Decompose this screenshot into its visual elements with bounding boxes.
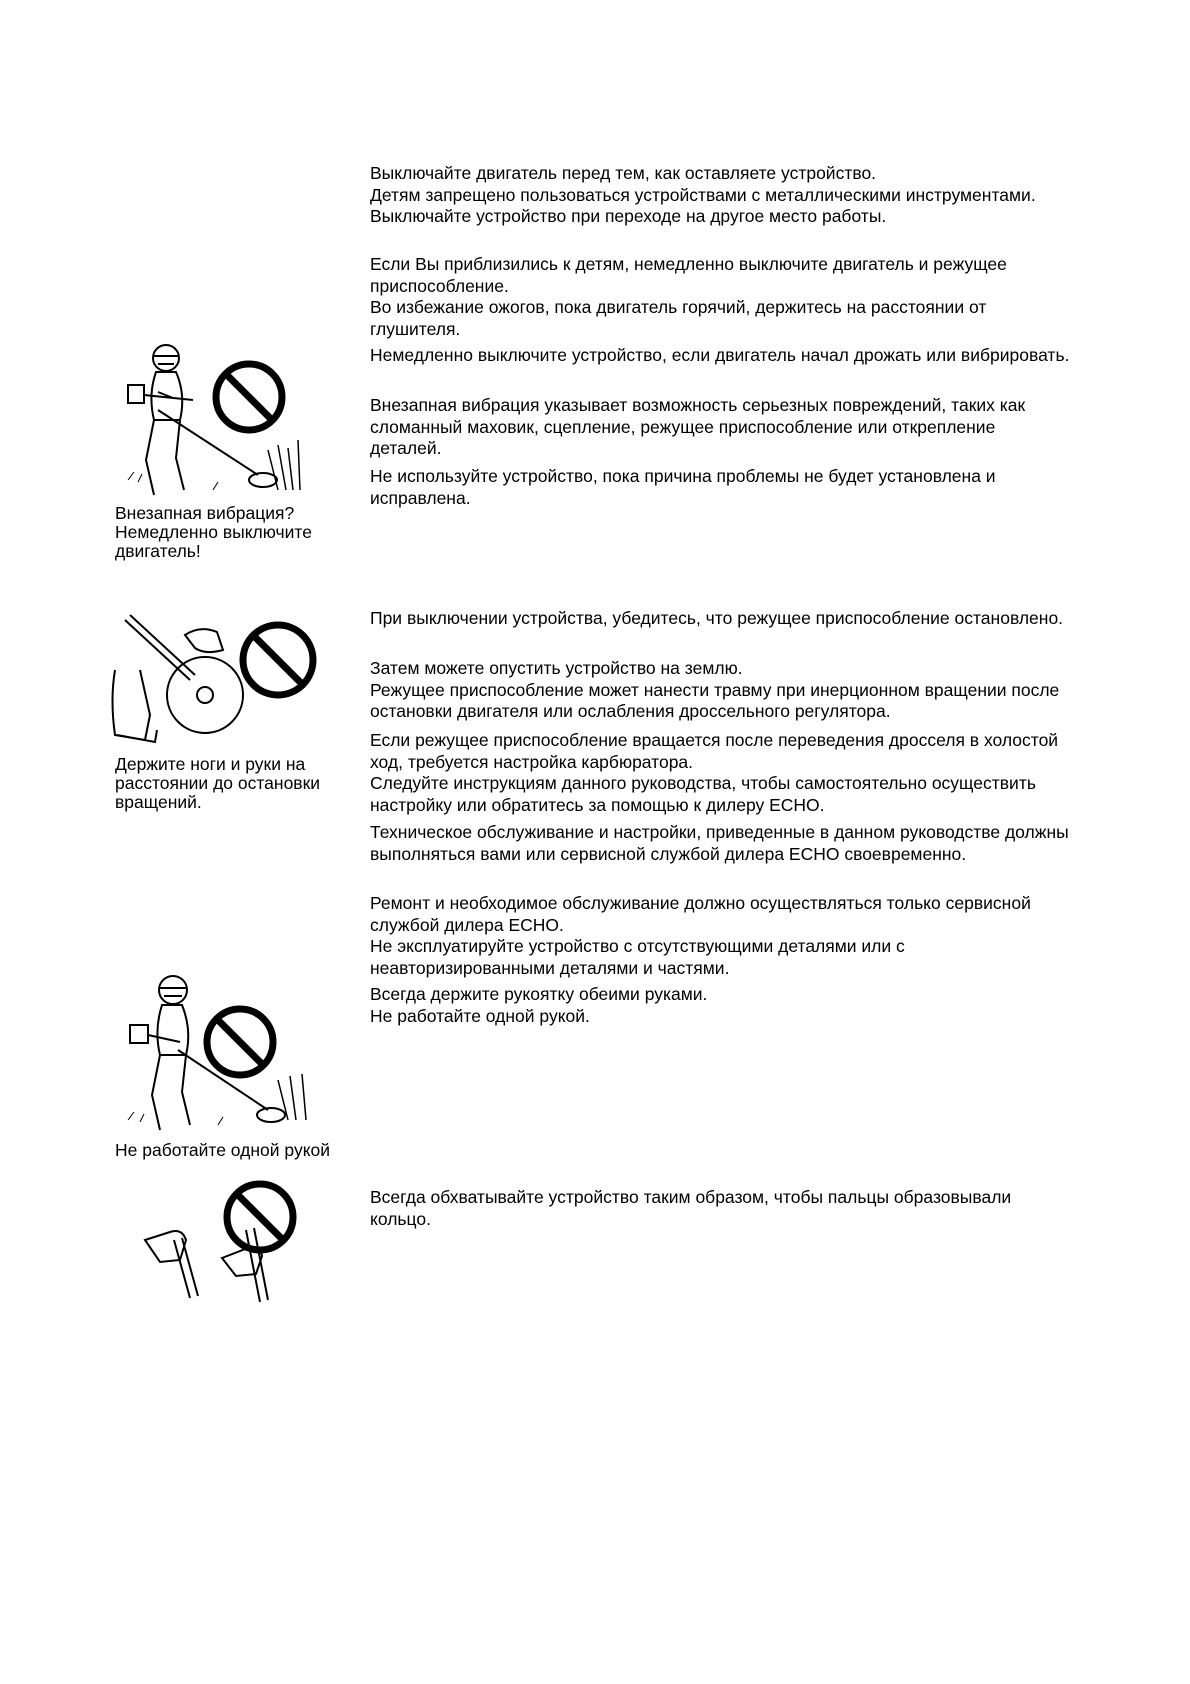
one-hand-operation-illustration	[118, 970, 343, 1135]
blade-hand-illustration	[105, 610, 325, 750]
caption-keep-away: Держите ноги и руки на расстоянии до остановки вращений.	[115, 754, 321, 812]
paragraph-grip: Всегда обхватывайте устройство таким образом, чтобы пальцы образовывали кольцо.	[370, 1187, 1012, 1229]
paragraph-cutter-stopped: При выключении устройства, убедитесь, что режущее приспособление остановлено.	[370, 608, 1064, 628]
caption-one-hand: Не работайте одной рукой	[115, 1140, 331, 1160]
paragraph-do-not-use: Не используйте устройство, пока причина проблемы не будет установлена и исправлена.	[370, 466, 996, 508]
paragraph-engine-off: Выключайте двигатель перед тем, как оставляете устройство. Детям запрещено пользоваться устройствами с металлическими инструментами. Выключайте устройство при переходе на другое место работы.	[370, 163, 1036, 227]
paragraph-carburetor: Если режущее приспособление вращается после переведения дросселя в холостой ход, требуется настройка карбюратора. Следуйте инструкциям данного руководства, чтобы самостоятельно осуществить настройку или обратитесь за помощью к дилеру ECHO.	[370, 730, 1059, 815]
caption-vibration: Внезапная вибрация? Немедленно выключите двигатель!	[115, 503, 312, 561]
trimmer-operator-illustration	[118, 340, 343, 500]
paragraph-maintenance: Техническое обслуживание и настройки, приведенные в данном руководстве должны выполняться вами или сервисной службой дилера ECHO своевременно.	[370, 822, 1069, 864]
paragraph-inertia: Затем можете опустить устройство на землю. Режущее приспособление может нанести травму при инерционном вращении после остановки двигателя или ослабления дроссельного регулятора.	[370, 658, 1060, 722]
paragraph-children-muffler: Если Вы приблизились к детям, немедленно выключите двигатель и режущее приспособление. Во избежание ожогов, пока двигатель горячий, держитесь на расстоянии от глушителя.	[370, 254, 1007, 339]
paragraph-vibration-stop: Немедленно выключите устройство, если двигатель начал дрожать или вибрировать.	[370, 345, 1070, 365]
paragraph-repair: Ремонт и необходимое обслуживание должно осуществляться только сервисной службой дилера ECHO. Не эксплуатируйте устройство с отсутствующими деталями или с неавторизированными деталями и частями.	[370, 893, 1031, 978]
grip-hands-illustration	[140, 1170, 315, 1305]
paragraph-vibration-cause: Внезапная вибрация указывает возможность серьезных повреждений, таких как сломанный маховик, сцепление, режущее приспособление или открепление деталей.	[370, 395, 1026, 459]
paragraph-two-hands: Всегда держите рукоятку обеими руками. Не работайте одной рукой.	[370, 984, 708, 1026]
